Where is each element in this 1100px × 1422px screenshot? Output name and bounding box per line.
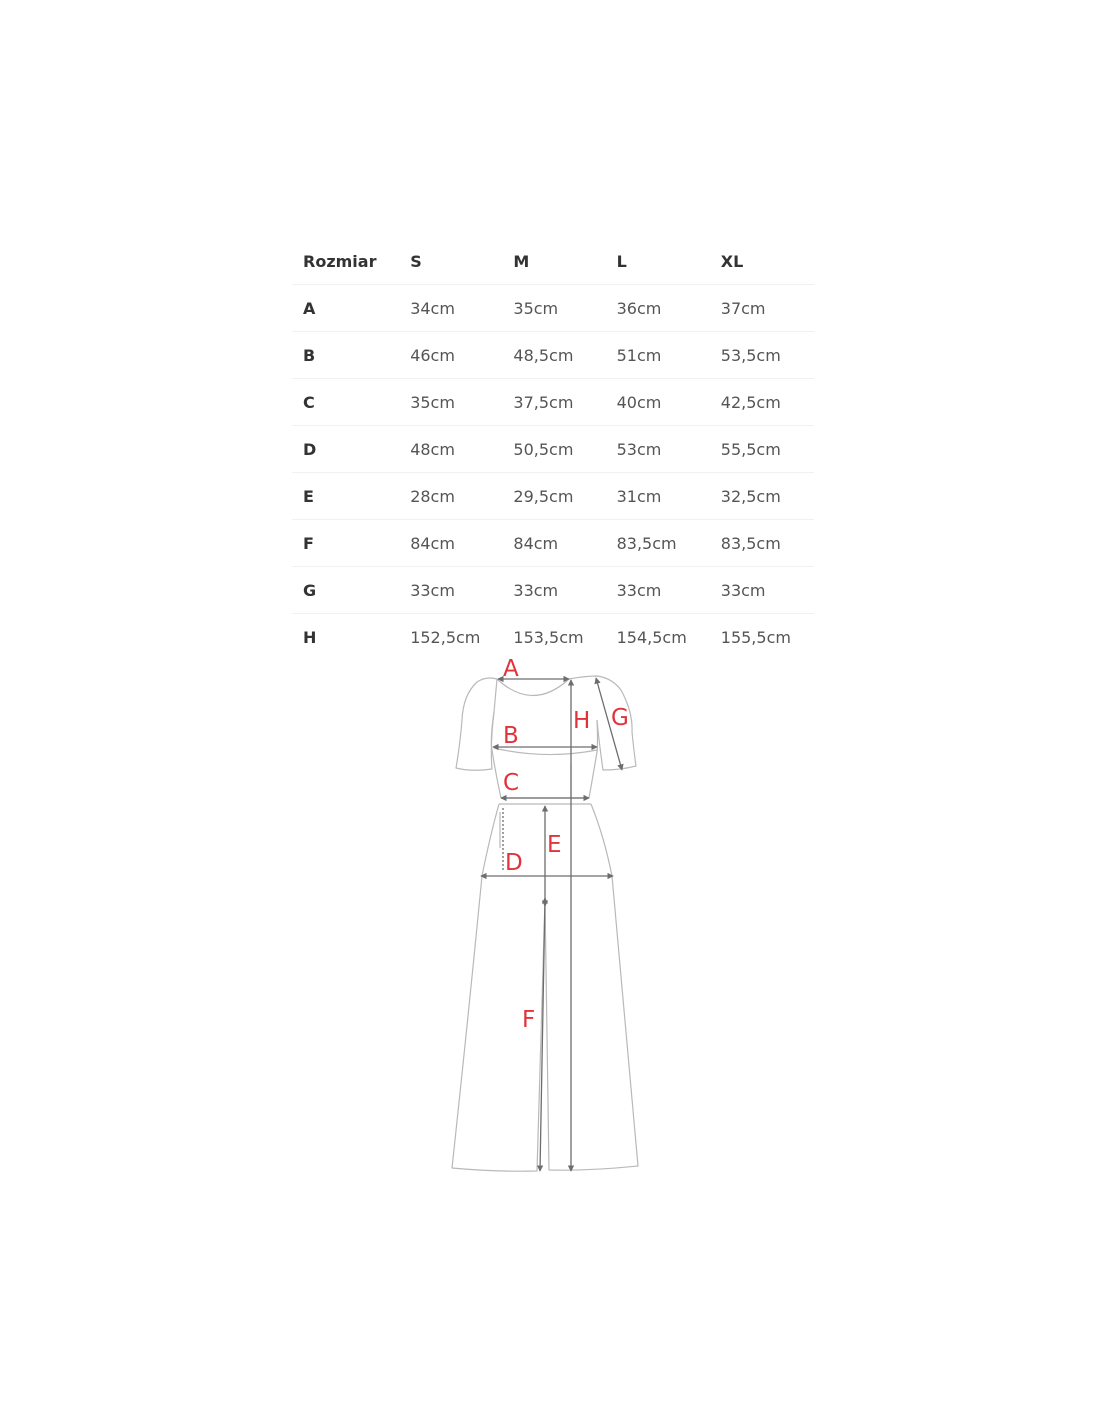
table-cell: 35cm <box>399 379 502 426</box>
table-cell: 84cm <box>399 520 502 567</box>
diagram-label-g: G <box>611 705 629 731</box>
table-cell: 153,5cm <box>513 627 584 647</box>
row-label: A <box>292 285 399 332</box>
table-cell: 33cm <box>502 567 605 614</box>
header-cell-s: S <box>399 238 502 285</box>
diagram-label-c: C <box>503 770 520 796</box>
table-cell: 46cm <box>399 332 502 379</box>
table-cell: 152,5cm <box>410 627 481 647</box>
diagram-label-f: F <box>522 1007 536 1033</box>
table-cell: 48,5cm <box>502 332 605 379</box>
table-cell: 42,5cm <box>710 379 814 426</box>
diagram-label-e: E <box>547 832 562 858</box>
row-label: B <box>292 332 399 379</box>
table-cell: 53,5cm <box>710 332 814 379</box>
table-cell: 83,5cm <box>710 520 814 567</box>
table-cell: 29,5cm <box>502 473 605 520</box>
table-cell: 35cm <box>502 285 605 332</box>
diagram-label-h: H <box>573 708 591 734</box>
table-cell: 55,5cm <box>710 426 814 473</box>
diagram-label-b: B <box>503 723 519 749</box>
table-cell: 32,5cm <box>710 473 814 520</box>
table-cell: 155,5cm <box>720 627 791 647</box>
row-label: E <box>292 473 399 520</box>
table-cell: 48cm <box>399 426 502 473</box>
header-cell-size: Rozmiar <box>292 238 399 285</box>
table-cell: 51cm <box>606 332 710 379</box>
table-cell: 40cm <box>606 379 710 426</box>
row-label: H <box>303 627 317 647</box>
row-label: F <box>292 520 399 567</box>
table-cell: 37,5cm <box>502 379 605 426</box>
table-cell: 36cm <box>606 285 710 332</box>
table-cell: 31cm <box>606 473 710 520</box>
diagram-label-d: D <box>505 850 523 876</box>
header-cell-m: M <box>502 238 605 285</box>
table-cell: 37cm <box>710 285 814 332</box>
table-cell: 33cm <box>399 567 502 614</box>
table-cell: 154,5cm <box>616 627 687 647</box>
table-cell: 83,5cm <box>606 520 710 567</box>
table-cell: 34cm <box>399 285 502 332</box>
row-label: C <box>292 379 399 426</box>
row-label: G <box>292 567 399 614</box>
table-cell: 50,5cm <box>502 426 605 473</box>
table-cell: 33cm <box>606 567 710 614</box>
table-cell: 84cm <box>502 520 605 567</box>
table-cell: 53cm <box>606 426 710 473</box>
header-cell-l: L <box>606 238 710 285</box>
row-label: D <box>292 426 399 473</box>
measurement-labels <box>503 656 629 1033</box>
table-cell: 33cm <box>710 567 814 614</box>
table-cell: 28cm <box>399 473 502 520</box>
header-cell-xl: XL <box>710 238 814 285</box>
diagram-label-a: A <box>503 656 519 682</box>
